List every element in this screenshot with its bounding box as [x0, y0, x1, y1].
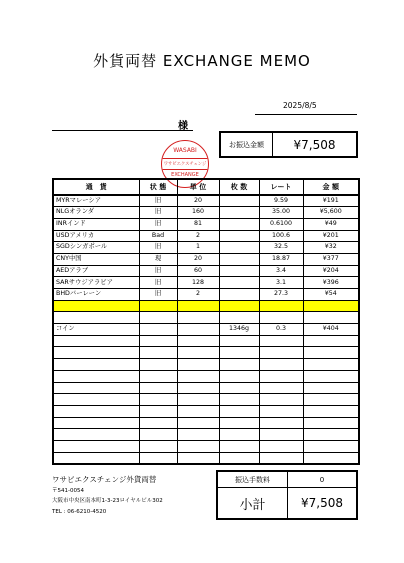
cell-count — [219, 253, 259, 265]
cell-unit — [177, 312, 219, 324]
table-row — [53, 265, 359, 277]
cell-count — [219, 265, 259, 277]
cell-status: 旧 — [139, 289, 177, 301]
table-row — [53, 207, 359, 219]
cell-currency: CNY中国 — [53, 253, 139, 265]
cell-unit — [177, 347, 219, 359]
cell-status — [139, 452, 177, 464]
company-name: ワサビエクスチェンジ外貨両替 — [52, 475, 157, 484]
stamp-top-text: WASABI — [173, 147, 197, 154]
cell-count — [219, 452, 259, 464]
table-row — [53, 300, 359, 312]
cell-count — [219, 335, 259, 347]
cell-rate — [259, 429, 303, 441]
cell-count — [219, 207, 259, 219]
cell-rate — [259, 300, 303, 312]
table-row — [53, 289, 359, 301]
cell-currency: コイン — [53, 324, 139, 336]
company-address: 大阪市中央区南本町1-3-23ロイヤルビル302 — [52, 498, 163, 504]
date-underline — [255, 114, 357, 115]
cell-count — [219, 370, 259, 382]
cell-rate — [259, 405, 303, 417]
cell-currency: NLGオランダ — [53, 207, 139, 219]
cell-rate — [259, 370, 303, 382]
cell-rate — [259, 452, 303, 464]
cell-amount: ¥396 — [303, 277, 359, 289]
table-row — [53, 370, 359, 382]
table-row — [53, 359, 359, 371]
cell-amount: ¥49 — [303, 218, 359, 230]
cell-count — [219, 230, 259, 242]
recipient-underline — [52, 130, 193, 131]
cell-unit — [177, 382, 219, 394]
table-row — [53, 347, 359, 359]
cell-count — [219, 218, 259, 230]
cell-currency — [53, 335, 139, 347]
cell-unit: 81 — [177, 218, 219, 230]
cell-currency — [53, 452, 139, 464]
cell-rate — [259, 440, 303, 452]
cell-count — [219, 289, 259, 301]
cell-status — [139, 300, 177, 312]
table-row — [53, 382, 359, 394]
cell-status: 旧 — [139, 242, 177, 254]
cell-status — [139, 394, 177, 406]
company-postal: 〒541-0054 — [52, 487, 84, 494]
cell-currency: SGDシンガポール — [53, 242, 139, 254]
cell-amount: ¥404 — [303, 324, 359, 336]
cell-unit — [177, 440, 219, 452]
table-row — [53, 417, 359, 429]
cell-status — [139, 324, 177, 336]
cell-unit: 2 — [177, 230, 219, 242]
cell-rate — [259, 394, 303, 406]
cell-unit — [177, 324, 219, 336]
table-row — [53, 218, 359, 230]
stamp-bottom-text: EXCHANGE — [171, 172, 199, 178]
cell-rate: 35.00 — [259, 207, 303, 219]
cell-status: Bad — [139, 230, 177, 242]
cell-count — [219, 417, 259, 429]
cell-amount — [303, 394, 359, 406]
cell-currency — [53, 300, 139, 312]
cell-rate — [259, 359, 303, 371]
cell-currency — [53, 359, 139, 371]
cell-unit: 1 — [177, 242, 219, 254]
cell-count — [219, 440, 259, 452]
cell-status: 旧 — [139, 265, 177, 277]
cell-unit: 60 — [177, 265, 219, 277]
cell-rate — [259, 347, 303, 359]
page-title: 外貨両替 EXCHANGE MEMO — [93, 52, 311, 70]
cell-rate: 18.87 — [259, 253, 303, 265]
cell-currency — [53, 429, 139, 441]
cell-amount — [303, 417, 359, 429]
memo-date: 2025/8/5 — [283, 101, 317, 110]
cell-count — [219, 312, 259, 324]
table-row — [53, 242, 359, 254]
cell-amount — [303, 370, 359, 382]
header-amount: 金 額 — [303, 179, 359, 195]
table-row — [53, 440, 359, 452]
cell-unit — [177, 359, 219, 371]
table-row — [53, 335, 359, 347]
cell-amount — [303, 405, 359, 417]
cell-status: 現 — [139, 253, 177, 265]
cell-rate: 100.6 — [259, 230, 303, 242]
cell-count — [219, 359, 259, 371]
table-row — [53, 312, 359, 324]
cell-currency: USDアメリカ — [53, 230, 139, 242]
cell-amount — [303, 452, 359, 464]
cell-status — [139, 359, 177, 371]
header-currency: 通 貨 — [53, 179, 139, 195]
company-tel: TEL : 06-6210-4520 — [52, 508, 107, 515]
cell-amount — [303, 312, 359, 324]
cell-count — [219, 382, 259, 394]
cell-status: 旧 — [139, 195, 177, 207]
cell-amount — [303, 382, 359, 394]
cell-currency — [53, 347, 139, 359]
cell-amount: ¥204 — [303, 265, 359, 277]
payment-amount-box — [219, 131, 358, 158]
cell-rate: 3.1 — [259, 277, 303, 289]
cell-count — [219, 242, 259, 254]
cell-amount — [303, 359, 359, 371]
cell-rate: 0.3 — [259, 324, 303, 336]
cell-status — [139, 417, 177, 429]
table-row — [53, 253, 359, 265]
cell-rate: 0.6100 — [259, 218, 303, 230]
cell-amount — [303, 429, 359, 441]
table-row — [53, 324, 359, 336]
cell-currency: INRインド — [53, 218, 139, 230]
cell-unit — [177, 405, 219, 417]
cell-unit — [177, 394, 219, 406]
cell-count — [219, 405, 259, 417]
header-unit: 単 位 — [177, 179, 219, 195]
cell-amount: ¥377 — [303, 253, 359, 265]
cell-rate — [259, 382, 303, 394]
cell-currency — [53, 417, 139, 429]
cell-currency — [53, 370, 139, 382]
cell-status — [139, 440, 177, 452]
fee-value: 0 — [319, 475, 325, 484]
cell-amount — [303, 300, 359, 312]
cell-currency: MYRマレーシア — [53, 195, 139, 207]
cell-currency — [53, 440, 139, 452]
table-body — [53, 195, 359, 464]
subtotal-value: ¥7,508 — [301, 496, 343, 510]
table-row — [53, 452, 359, 464]
cell-unit — [177, 417, 219, 429]
table-row — [53, 394, 359, 406]
cell-count — [219, 429, 259, 441]
recipient-suffix: 様 — [178, 121, 188, 132]
cell-amount: ¥32 — [303, 242, 359, 254]
table-row — [53, 195, 359, 207]
cell-status — [139, 405, 177, 417]
table-row — [53, 277, 359, 289]
cell-amount: ¥5,600 — [303, 207, 359, 219]
cell-count — [219, 195, 259, 207]
cell-currency: AEDアラブ — [53, 265, 139, 277]
subtotal-row — [218, 488, 356, 518]
cell-rate: 27.3 — [259, 289, 303, 301]
cell-unit — [177, 452, 219, 464]
cell-status — [139, 382, 177, 394]
header-status: 状 態 — [139, 179, 177, 195]
cell-status: 旧 — [139, 277, 177, 289]
header-count: 枚 数 — [219, 179, 259, 195]
cell-amount: ¥191 — [303, 195, 359, 207]
table-row — [53, 405, 359, 417]
payment-amount: ¥7,508 — [293, 137, 336, 152]
cell-unit: 20 — [177, 253, 219, 265]
cell-status — [139, 429, 177, 441]
cell-count — [219, 347, 259, 359]
table-header-row — [53, 179, 359, 195]
cell-status — [139, 312, 177, 324]
cell-rate — [259, 312, 303, 324]
cell-unit: 2 — [177, 289, 219, 301]
cell-amount: ¥201 — [303, 230, 359, 242]
cell-amount — [303, 335, 359, 347]
header-rate: レート — [259, 179, 303, 195]
exchange-table — [52, 178, 360, 465]
cell-amount — [303, 440, 359, 452]
company-info — [52, 476, 163, 520]
cell-status: 旧 — [139, 207, 177, 219]
stamp-middle-text: ワサビエクスチェンジ — [162, 158, 208, 170]
cell-status — [139, 335, 177, 347]
cell-unit: 160 — [177, 207, 219, 219]
cell-rate: 3.4 — [259, 265, 303, 277]
cell-count: 1346g — [219, 324, 259, 336]
cell-unit — [177, 335, 219, 347]
table-row — [53, 429, 359, 441]
cell-count — [219, 394, 259, 406]
cell-currency — [53, 382, 139, 394]
cell-currency — [53, 312, 139, 324]
cell-rate: 32.5 — [259, 242, 303, 254]
cell-currency: SARサウジアラビア — [53, 277, 139, 289]
cell-currency — [53, 405, 139, 417]
cell-count — [219, 300, 259, 312]
fee-label: 振込手数料 — [218, 472, 288, 487]
cell-unit — [177, 429, 219, 441]
cell-rate: 9.59 — [259, 195, 303, 207]
cell-currency: BHDバーレーン — [53, 289, 139, 301]
cell-unit — [177, 300, 219, 312]
cell-amount — [303, 347, 359, 359]
cell-rate — [259, 417, 303, 429]
cell-status — [139, 370, 177, 382]
cell-rate — [259, 335, 303, 347]
cell-status — [139, 347, 177, 359]
cell-currency — [53, 394, 139, 406]
cell-unit: 128 — [177, 277, 219, 289]
cell-amount: ¥54 — [303, 289, 359, 301]
fee-row — [218, 472, 356, 488]
payment-label: お振込金額 — [221, 133, 273, 156]
cell-status: 旧 — [139, 218, 177, 230]
cell-count — [219, 277, 259, 289]
subtotal-label: 小計 — [218, 488, 288, 518]
totals-box — [216, 470, 358, 520]
cell-unit — [177, 370, 219, 382]
table-row — [53, 230, 359, 242]
cell-unit: 20 — [177, 195, 219, 207]
